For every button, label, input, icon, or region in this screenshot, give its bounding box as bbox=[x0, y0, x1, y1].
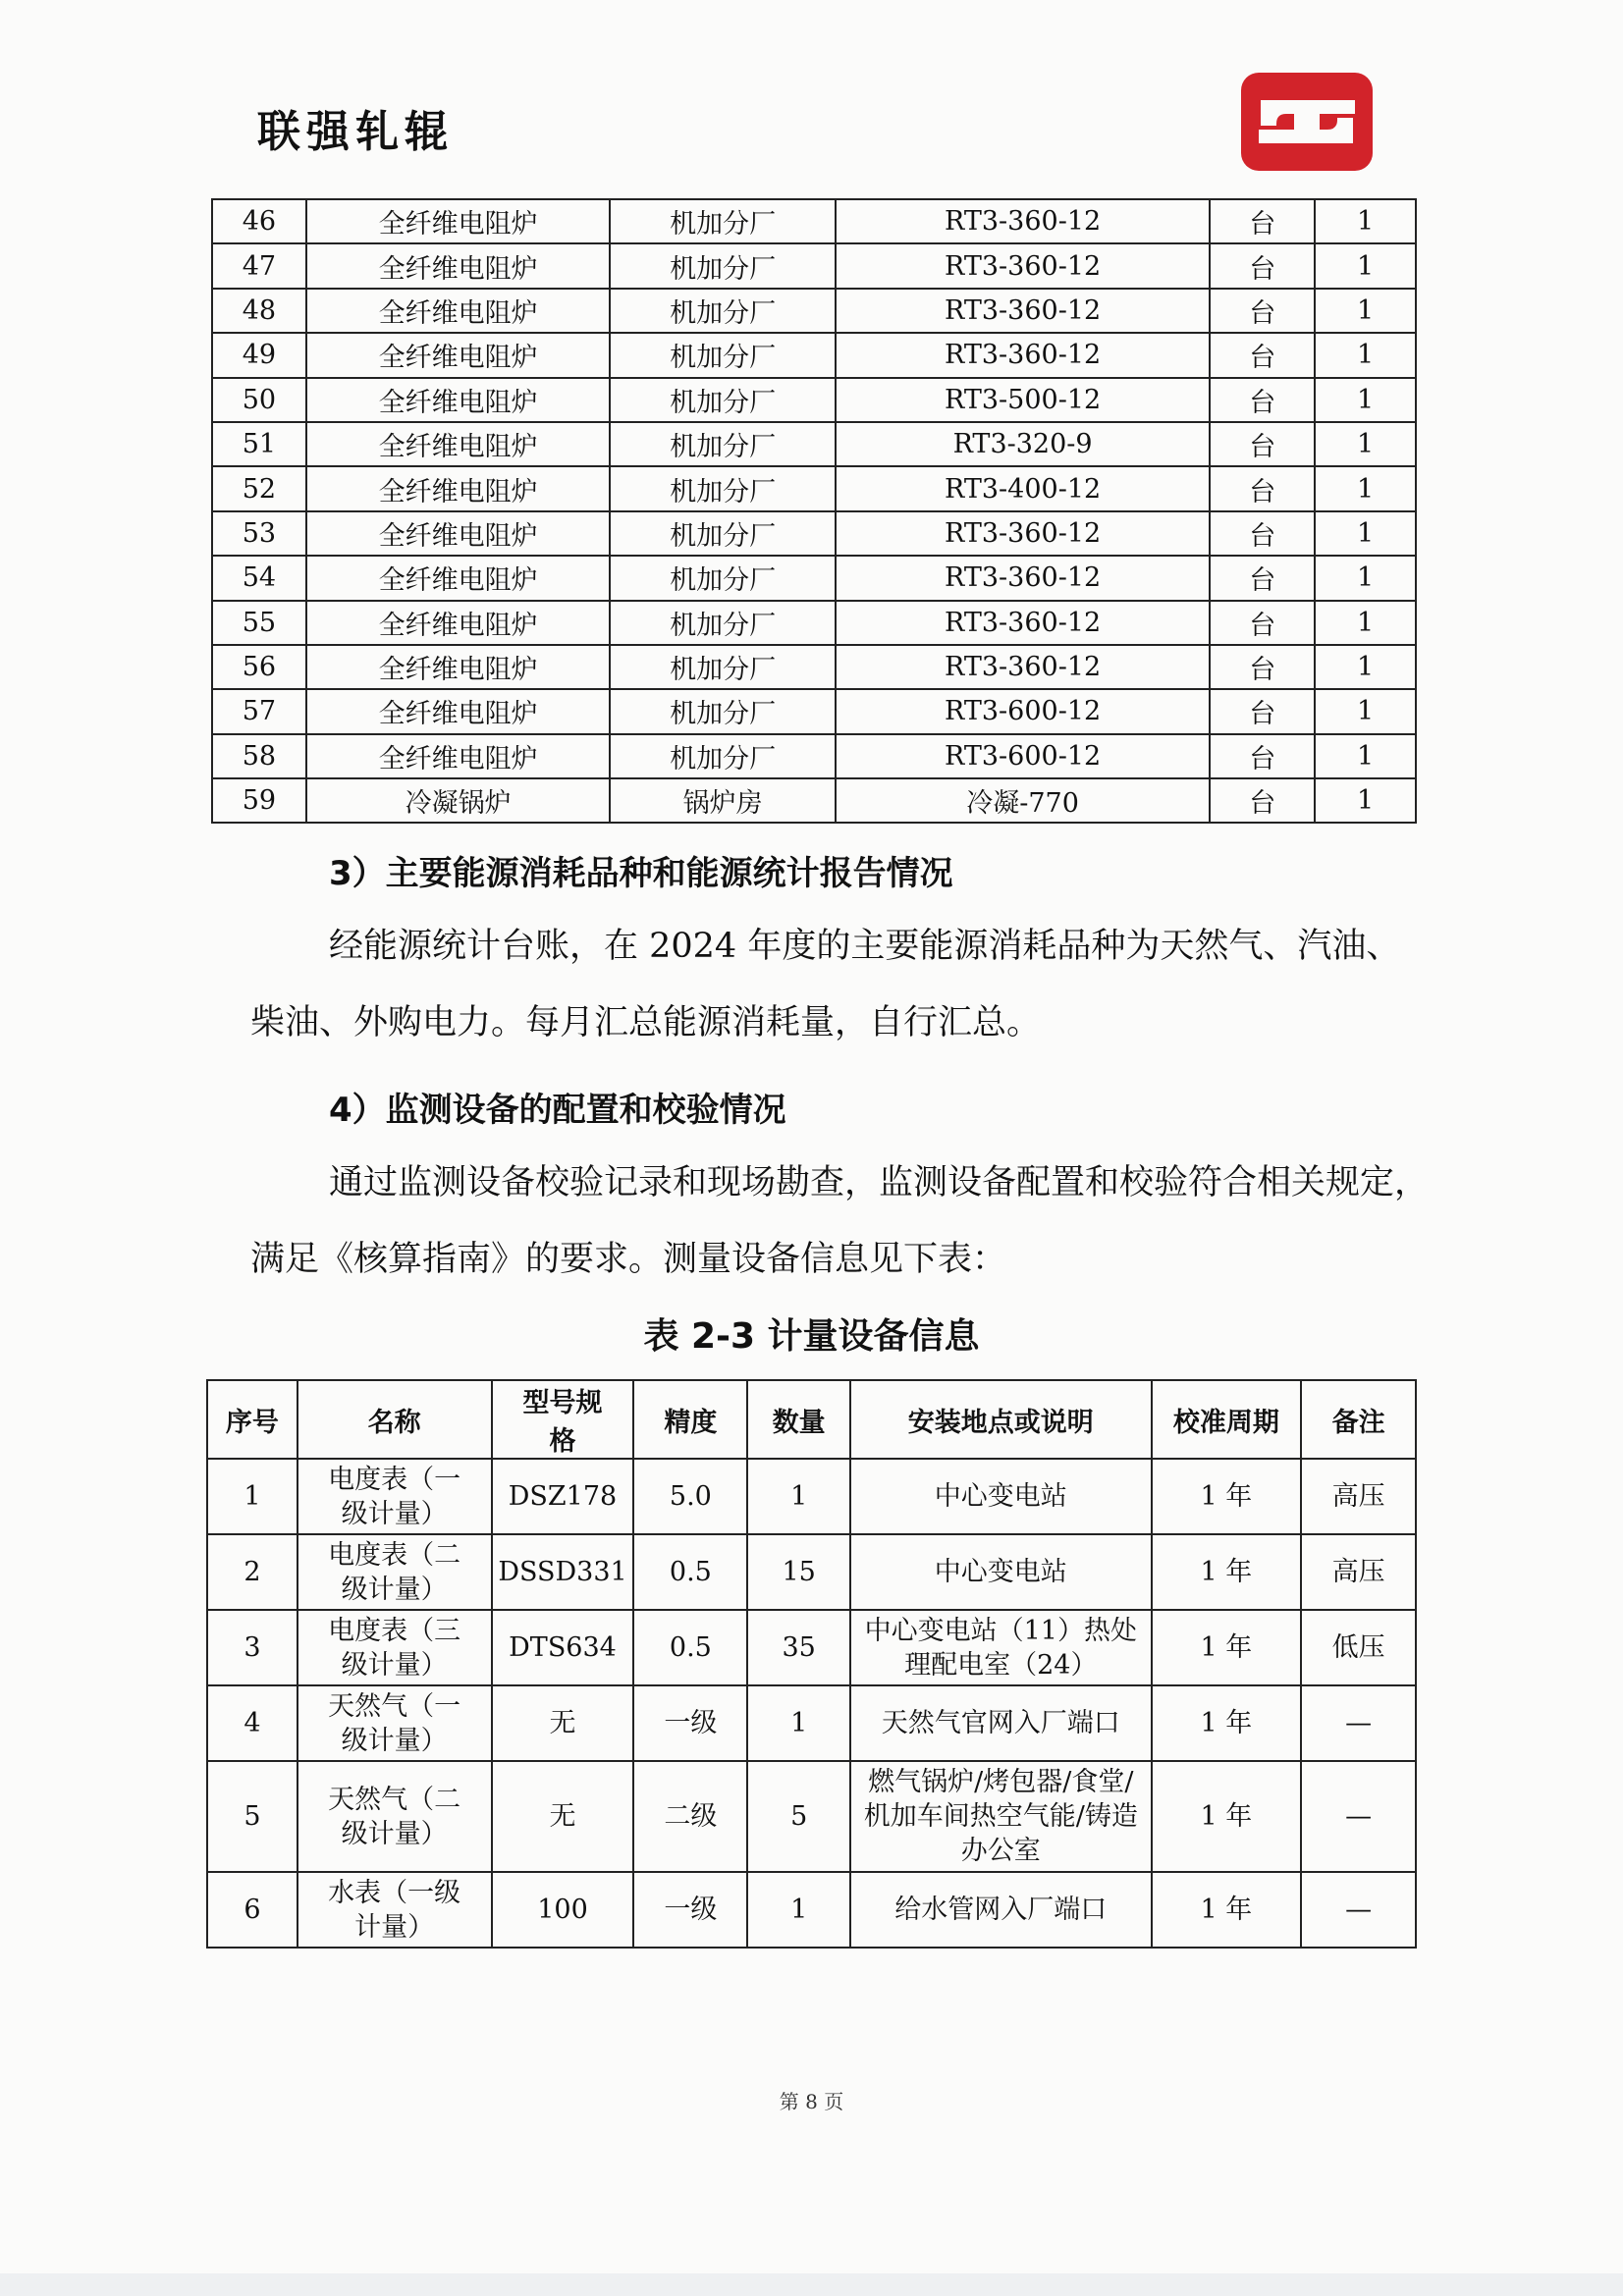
table-row bbox=[212, 511, 1416, 556]
table-row bbox=[212, 378, 1416, 422]
equip-cell-dept: 机加分厂 bbox=[610, 199, 836, 243]
equip-cell-name: 全纤维电阻炉 bbox=[306, 378, 610, 422]
equip-cell-name: 全纤维电阻炉 bbox=[306, 645, 610, 689]
equip-cell-no: 47 bbox=[212, 243, 306, 288]
table-row bbox=[207, 1685, 1416, 1761]
meter-cell-model: DSZ178 bbox=[492, 1459, 634, 1534]
meter-cell-model: DSSD331 bbox=[492, 1534, 634, 1610]
meter-cell-precision: 一级 bbox=[633, 1685, 747, 1761]
equip-cell-no: 59 bbox=[212, 778, 306, 823]
meter-cell-name: 天然气（二级计量） bbox=[298, 1761, 492, 1872]
table-row bbox=[207, 1761, 1416, 1872]
meter-cell-location: 中心变电站 bbox=[850, 1534, 1151, 1610]
equip-cell-model: RT3-600-12 bbox=[836, 689, 1210, 733]
equip-cell-qty: 1 bbox=[1315, 289, 1416, 333]
equip-cell-qty: 1 bbox=[1315, 422, 1416, 466]
meter-cell-name: 电度表（三级计量） bbox=[298, 1610, 492, 1685]
meter-cell-location: 燃气锅炉/烤包器/食堂/机加车间热空气能/铸造办公室 bbox=[850, 1761, 1151, 1872]
equip-cell-no: 57 bbox=[212, 689, 306, 733]
meter-cell-name: 电度表（一级计量） bbox=[298, 1459, 492, 1534]
table-row bbox=[212, 422, 1416, 466]
equip-cell-dept: 机加分厂 bbox=[610, 466, 836, 510]
equipment-table bbox=[211, 198, 1417, 824]
table-row bbox=[212, 689, 1416, 733]
meter-cell-qty: 35 bbox=[747, 1610, 850, 1685]
equip-cell-name: 全纤维电阻炉 bbox=[306, 601, 610, 645]
equip-cell-dept: 机加分厂 bbox=[610, 601, 836, 645]
equip-cell-no: 48 bbox=[212, 289, 306, 333]
meter-cell-qty: 1 bbox=[747, 1685, 850, 1761]
meter-cell-cycle: 1 年 bbox=[1152, 1685, 1302, 1761]
equip-cell-model: 冷凝-770 bbox=[836, 778, 1210, 823]
meter-cell-note: — bbox=[1301, 1685, 1416, 1761]
equip-cell-model: RT3-360-12 bbox=[836, 289, 1210, 333]
meter-cell-precision: 0.5 bbox=[633, 1610, 747, 1685]
meter-cell-qty: 1 bbox=[747, 1459, 850, 1534]
equip-cell-name: 全纤维电阻炉 bbox=[306, 511, 610, 556]
equip-cell-model: RT3-360-12 bbox=[836, 199, 1210, 243]
equip-cell-unit: 台 bbox=[1210, 556, 1315, 600]
header-cell: 数量 bbox=[747, 1380, 850, 1459]
meter-cell-model: 100 bbox=[492, 1872, 634, 1948]
table-row bbox=[212, 333, 1416, 377]
equip-cell-qty: 1 bbox=[1315, 378, 1416, 422]
meter-cell-note: — bbox=[1301, 1761, 1416, 1872]
meter-cell-no: 4 bbox=[207, 1685, 298, 1761]
equip-cell-qty: 1 bbox=[1315, 778, 1416, 823]
meter-cell-no: 6 bbox=[207, 1872, 298, 1948]
equip-cell-name: 全纤维电阻炉 bbox=[306, 466, 610, 510]
meter-cell-cycle: 1 年 bbox=[1152, 1534, 1302, 1610]
equip-cell-qty: 1 bbox=[1315, 243, 1416, 288]
equip-cell-no: 46 bbox=[212, 199, 306, 243]
header-cell: 备注 bbox=[1301, 1380, 1416, 1459]
equip-cell-unit: 台 bbox=[1210, 734, 1315, 778]
equip-cell-qty: 1 bbox=[1315, 466, 1416, 510]
meter-cell-note: 高压 bbox=[1301, 1459, 1416, 1534]
equip-cell-no: 50 bbox=[212, 378, 306, 422]
header-cell: 精度 bbox=[633, 1380, 747, 1459]
equip-cell-no: 58 bbox=[212, 734, 306, 778]
meter-header-row bbox=[207, 1380, 1416, 1459]
meter-cell-model: DTS634 bbox=[492, 1610, 634, 1685]
table-row bbox=[212, 289, 1416, 333]
equip-cell-no: 54 bbox=[212, 556, 306, 600]
equip-cell-dept: 机加分厂 bbox=[610, 556, 836, 600]
equip-cell-qty: 1 bbox=[1315, 199, 1416, 243]
meter-cell-no: 3 bbox=[207, 1610, 298, 1685]
company-name: 联强轧辊 bbox=[257, 107, 454, 157]
table-caption: 表 2-3 计量设备信息 bbox=[643, 1316, 980, 1357]
section4-heading: 4）监测设备的配置和校验情况 bbox=[329, 1091, 786, 1130]
equip-cell-qty: 1 bbox=[1315, 645, 1416, 689]
equip-cell-model: RT3-600-12 bbox=[836, 734, 1210, 778]
meter-cell-no: 1 bbox=[207, 1459, 298, 1534]
equip-cell-name: 全纤维电阻炉 bbox=[306, 556, 610, 600]
equip-cell-name: 全纤维电阻炉 bbox=[306, 333, 610, 377]
header-cell: 校准周期 bbox=[1152, 1380, 1302, 1459]
equip-cell-no: 53 bbox=[212, 511, 306, 556]
equip-cell-unit: 台 bbox=[1210, 689, 1315, 733]
table-row bbox=[207, 1610, 1416, 1685]
meter-cell-model: 无 bbox=[492, 1761, 634, 1872]
equip-cell-model: RT3-360-12 bbox=[836, 645, 1210, 689]
meter-cell-location: 天然气官网入厂端口 bbox=[850, 1685, 1151, 1761]
meter-cell-location: 中心变电站（11）热处理配电室（24） bbox=[850, 1610, 1151, 1685]
equip-cell-model: RT3-500-12 bbox=[836, 378, 1210, 422]
section4-paragraph: 通过监测设备校验记录和现场勘查，监测设备配置和校验符合相关规定，满足《核算指南》的要求。测量设备信息见下表： bbox=[250, 1163, 1430, 1279]
equip-cell-qty: 1 bbox=[1315, 556, 1416, 600]
page-number: 第 8 页 bbox=[779, 2090, 844, 2113]
equip-cell-unit: 台 bbox=[1210, 778, 1315, 823]
meter-cell-cycle: 1 年 bbox=[1152, 1459, 1302, 1534]
equip-cell-unit: 台 bbox=[1210, 466, 1315, 510]
meter-cell-model: 无 bbox=[492, 1685, 634, 1761]
section3-paragraph: 经能源统计台账，在 2024 年度的主要能源消耗品种为天然气、汽油、柴油、外购电力。每月汇总能源消耗量，自行汇总。 bbox=[250, 927, 1401, 1042]
equip-cell-no: 49 bbox=[212, 333, 306, 377]
equip-cell-no: 55 bbox=[212, 601, 306, 645]
equip-cell-dept: 机加分厂 bbox=[610, 511, 836, 556]
equip-cell-dept: 机加分厂 bbox=[610, 689, 836, 733]
equip-cell-dept: 机加分厂 bbox=[610, 243, 836, 288]
table-row bbox=[207, 1459, 1416, 1534]
header-cell: 型号规格 bbox=[492, 1380, 634, 1459]
equip-cell-model: RT3-400-12 bbox=[836, 466, 1210, 510]
equip-cell-name: 全纤维电阻炉 bbox=[306, 199, 610, 243]
table-row bbox=[212, 734, 1416, 778]
table-row bbox=[212, 556, 1416, 600]
meter-cell-qty: 15 bbox=[747, 1534, 850, 1610]
equip-cell-no: 51 bbox=[212, 422, 306, 466]
meter-cell-precision: 5.0 bbox=[633, 1459, 747, 1534]
meter-cell-precision: 0.5 bbox=[633, 1534, 747, 1610]
meter-cell-name: 水表（一级计量） bbox=[298, 1872, 492, 1948]
meter-cell-note: 高压 bbox=[1301, 1534, 1416, 1610]
equip-cell-dept: 机加分厂 bbox=[610, 289, 836, 333]
meter-cell-note: — bbox=[1301, 1872, 1416, 1948]
table-row bbox=[212, 601, 1416, 645]
meter-cell-cycle: 1 年 bbox=[1152, 1610, 1302, 1685]
table-row bbox=[207, 1534, 1416, 1610]
equip-cell-unit: 台 bbox=[1210, 645, 1315, 689]
meter-cell-precision: 一级 bbox=[633, 1872, 747, 1948]
equip-cell-unit: 台 bbox=[1210, 333, 1315, 377]
equip-cell-qty: 1 bbox=[1315, 734, 1416, 778]
equip-cell-name: 全纤维电阻炉 bbox=[306, 734, 610, 778]
equip-cell-qty: 1 bbox=[1315, 601, 1416, 645]
header-cell: 安装地点或说明 bbox=[850, 1380, 1151, 1459]
table-row bbox=[212, 778, 1416, 823]
equip-cell-qty: 1 bbox=[1315, 333, 1416, 377]
meter-cell-cycle: 1 年 bbox=[1152, 1761, 1302, 1872]
company-logo bbox=[1239, 71, 1375, 173]
equip-cell-model: RT3-360-12 bbox=[836, 511, 1210, 556]
equip-cell-unit: 台 bbox=[1210, 378, 1315, 422]
meter-cell-precision: 二级 bbox=[633, 1761, 747, 1872]
equip-cell-dept: 机加分厂 bbox=[610, 333, 836, 377]
equip-cell-model: RT3-360-12 bbox=[836, 556, 1210, 600]
equip-cell-model: RT3-360-12 bbox=[836, 243, 1210, 288]
meter-cell-qty: 1 bbox=[747, 1872, 850, 1948]
equip-cell-name: 全纤维电阻炉 bbox=[306, 289, 610, 333]
equip-cell-no: 56 bbox=[212, 645, 306, 689]
meter-cell-cycle: 1 年 bbox=[1152, 1872, 1302, 1948]
meter-cell-qty: 5 bbox=[747, 1761, 850, 1872]
section3-heading: 3）主要能源消耗品种和能源统计报告情况 bbox=[329, 854, 953, 893]
header-cell: 名称 bbox=[298, 1380, 492, 1459]
equip-cell-unit: 台 bbox=[1210, 199, 1315, 243]
equip-cell-model: RT3-320-9 bbox=[836, 422, 1210, 466]
equip-cell-dept: 机加分厂 bbox=[610, 422, 836, 466]
meter-table bbox=[206, 1379, 1417, 1949]
table-row bbox=[212, 645, 1416, 689]
equip-cell-name: 全纤维电阻炉 bbox=[306, 689, 610, 733]
equip-cell-no: 52 bbox=[212, 466, 306, 510]
table-row bbox=[212, 243, 1416, 288]
scan-edge bbox=[0, 2273, 1623, 2296]
equip-cell-name: 全纤维电阻炉 bbox=[306, 422, 610, 466]
equip-cell-model: RT3-360-12 bbox=[836, 333, 1210, 377]
meter-cell-no: 5 bbox=[207, 1761, 298, 1872]
meter-cell-note: 低压 bbox=[1301, 1610, 1416, 1685]
equip-cell-name: 冷凝锅炉 bbox=[306, 778, 610, 823]
equip-cell-dept: 机加分厂 bbox=[610, 378, 836, 422]
equip-cell-unit: 台 bbox=[1210, 601, 1315, 645]
equip-cell-unit: 台 bbox=[1210, 289, 1315, 333]
equip-cell-dept: 机加分厂 bbox=[610, 645, 836, 689]
meter-cell-location: 给水管网入厂端口 bbox=[850, 1872, 1151, 1948]
equip-cell-qty: 1 bbox=[1315, 511, 1416, 556]
table-row bbox=[212, 199, 1416, 243]
meter-cell-name: 电度表（二级计量） bbox=[298, 1534, 492, 1610]
meter-cell-no: 2 bbox=[207, 1534, 298, 1610]
meter-cell-name: 天然气（一级计量） bbox=[298, 1685, 492, 1761]
equip-cell-dept: 机加分厂 bbox=[610, 734, 836, 778]
table-row bbox=[212, 466, 1416, 510]
equip-cell-model: RT3-360-12 bbox=[836, 601, 1210, 645]
meter-cell-location: 中心变电站 bbox=[850, 1459, 1151, 1534]
equip-cell-unit: 台 bbox=[1210, 511, 1315, 556]
table-row bbox=[207, 1872, 1416, 1948]
equip-cell-name: 全纤维电阻炉 bbox=[306, 243, 610, 288]
equip-cell-dept: 锅炉房 bbox=[610, 778, 836, 823]
equip-cell-qty: 1 bbox=[1315, 689, 1416, 733]
header-cell: 序号 bbox=[207, 1380, 298, 1459]
equip-cell-unit: 台 bbox=[1210, 243, 1315, 288]
equip-cell-unit: 台 bbox=[1210, 422, 1315, 466]
